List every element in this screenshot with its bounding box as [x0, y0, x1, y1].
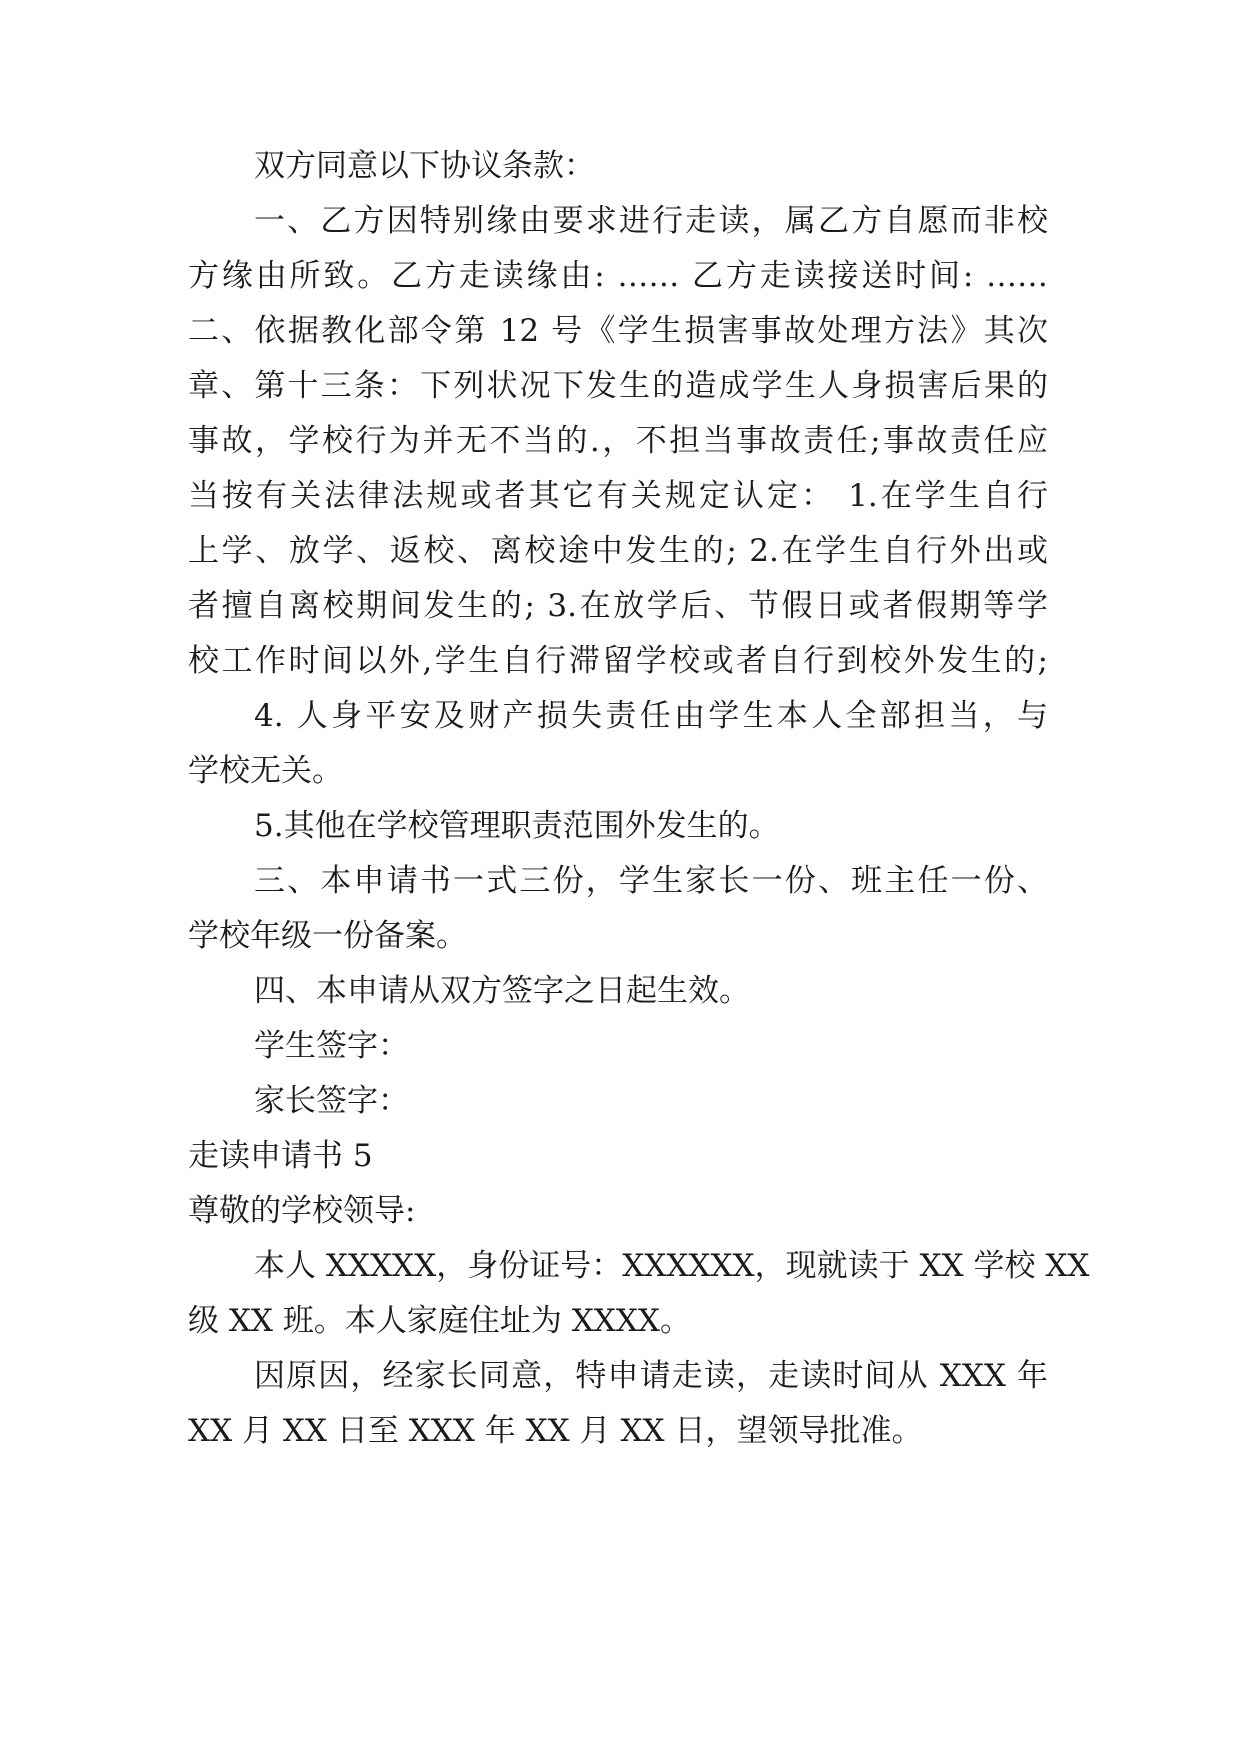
student-info-line-2: 级 XX 班。本人家庭住址为 XXXX。 [188, 1303, 691, 1339]
clause-two-line-6: 者擅自离校期间发生的; 3.在放学后、节假日或者假期等学 [188, 588, 1048, 624]
clause-two-line-5: 上学、放学、返校、离校途中发生的; 2.在学生自行外出或 [188, 533, 1048, 569]
clause-one-line-2: 方缘由所致。乙方走读缘由: …… 乙方走读接送时间: …… [188, 258, 1048, 294]
request-line-2: XX 月 XX 日至 XXX 年 XX 月 XX 日，望领导批准。 [188, 1413, 923, 1449]
clause-three-line-1: 三、本申请书一式三份，学生家长一份、班主任一份、 [254, 863, 1048, 899]
item-four-line-1: 4. 人身平安及财产损失责任由学生本人全部担当，与 [254, 698, 1048, 734]
clause-two-line-3: 事故，学校行为并无不当的.，不担当事故责任;事故责任应 [188, 423, 1048, 459]
clause-two-line-4: 当按有关法律法规或者其它有关规定认定： 1.在学生自行 [188, 478, 1048, 514]
clause-one-line-1: 一、乙方因特别缘由要求进行走读，属乙方自愿而非校 [254, 203, 1048, 239]
agreement-intro: 双方同意以下协议条款： [254, 148, 595, 184]
parent-signature-label: 家长签字： [254, 1083, 409, 1119]
student-info-line-1: 本人 XXXXX，身份证号：XXXXXX，现就读于 XX 学校 XX [254, 1248, 1090, 1284]
clause-two-line-7: 校工作时间以外,学生自行滞留学校或者自行到校外发生的; [188, 643, 1048, 679]
clause-four: 四、本申请从双方签字之日起生效。 [254, 973, 750, 1009]
section-title: 走读申请书 5 [188, 1138, 373, 1174]
clause-two-line-1: 二、依据教化部令第 12 号《学生损害事故处理方法》其次 [188, 313, 1048, 349]
request-line-1: 因原因，经家长同意，特申请走读，走读时间从 XXX 年 [254, 1358, 1048, 1394]
student-signature-label: 学生签字： [254, 1028, 409, 1064]
clause-two-line-2: 章、第十三条：下列状况下发生的造成学生人身损害后果的 [188, 368, 1048, 404]
salutation: 尊敬的学校领导: [188, 1193, 416, 1229]
clause-three-line-2: 学校年级一份备案。 [188, 918, 467, 954]
item-four-line-2: 学校无关。 [188, 753, 343, 789]
item-five: 5.其他在学校管理职责范围外发生的。 [254, 808, 780, 844]
